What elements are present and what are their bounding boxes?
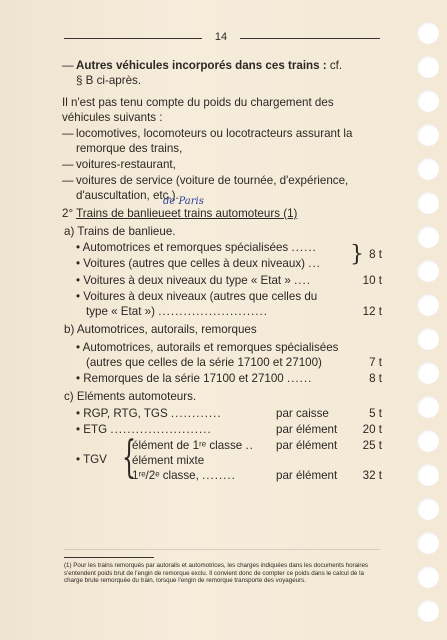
leader-dots: ........................ — [110, 423, 212, 436]
binder-hole — [417, 192, 439, 214]
intro-item-rest: cf. — [326, 59, 343, 72]
section-heading — [62, 206, 382, 222]
subsection-label: b) Automotrices, autorails, remorques — [64, 323, 257, 336]
weight-value: 32 t — [362, 469, 382, 482]
section-number: 2° — [62, 207, 77, 220]
list-dash: — — [62, 59, 74, 72]
spec-line: • Voitures à deux niveaux (autres que celles du — [76, 290, 318, 303]
list-item-continuation: remorque des trains, — [76, 142, 183, 155]
tgv-class-line — [132, 438, 254, 454]
binder-hole — [417, 328, 439, 350]
binder-hole — [417, 90, 439, 112]
binder-hole — [417, 566, 439, 588]
list-dash: — — [62, 174, 74, 187]
binder-hole — [417, 396, 439, 418]
unit-label: par élément — [276, 469, 338, 482]
paragraph-line: Il n'est pas tenu compte du poids du chargement des — [62, 96, 334, 109]
binder-holes — [417, 0, 441, 640]
brace-symbol: } — [350, 242, 364, 267]
spec-text: • ETG — [76, 423, 108, 436]
handwritten-annotation: de Paris — [163, 196, 204, 207]
spec-line — [76, 240, 317, 256]
intro-item-line2: § B ci-après. — [76, 74, 142, 87]
weight-value: 7 t — [369, 356, 382, 369]
subsection-label: a) Trains de banlieue. — [64, 225, 176, 238]
footnote-rule — [64, 557, 154, 558]
tgv-class-line — [132, 468, 236, 484]
leader-dots: .... — [294, 274, 311, 287]
brace-symbol: { — [122, 432, 136, 483]
weight-value: 20 t — [362, 423, 382, 436]
binder-hole — [417, 600, 439, 622]
binder-hole — [417, 498, 439, 520]
unit-label: par élément — [276, 439, 338, 452]
section-title-b: et trains automoteurs (1) — [171, 207, 298, 220]
spec-line — [76, 256, 321, 272]
intro-item-text — [76, 58, 342, 74]
leader-dots: ...... — [291, 241, 317, 254]
spec-line: (autres que celles de la série 17100 et 27100) — [86, 356, 322, 369]
list-item-continuation: d'auscultation, etc.). — [76, 189, 179, 202]
leader-dots: ... — [308, 257, 321, 270]
binder-hole — [417, 226, 439, 248]
spec-text: • Voitures (autres que celles à deux niveaux) — [76, 257, 305, 270]
spec-line — [76, 371, 312, 387]
leader-dots: .......................... — [158, 305, 268, 318]
spec-text: 1ʳᵉ/2ᵉ classe, — [132, 469, 199, 482]
spec-text: • Voitures à deux niveaux du type « Etat » — [76, 274, 291, 287]
spec-text: • RGP, RTG, TGS — [76, 407, 168, 420]
weight-value: 25 t — [362, 439, 382, 452]
page-number: 14 — [214, 31, 228, 43]
binder-hole — [417, 124, 439, 146]
binder-hole — [417, 430, 439, 452]
leader-dots: ...... — [286, 372, 313, 385]
binder-hole — [417, 464, 439, 486]
weight-value: 12 t — [362, 305, 382, 318]
binder-hole — [417, 260, 439, 282]
spec-text: élément de 1ʳᵉ classe — [132, 439, 243, 452]
page-header — [64, 31, 380, 45]
list-item-text: voitures de service (voiture de tournée, d'expérience, — [76, 174, 349, 187]
leader-dots: .. — [245, 439, 254, 452]
section-title-a: Trains de banlieue — [76, 207, 172, 220]
spec-text: type « Etat ») — [86, 305, 155, 318]
bold-heading: Autres véhicules incorporés dans ces trains : — [76, 59, 327, 72]
list-dash: — — [62, 127, 74, 140]
weight-value: 8 t — [369, 248, 382, 261]
paragraph-line: véhicules suivants : — [62, 111, 163, 124]
weight-value: 8 t — [369, 372, 382, 385]
subsection-label: c) Eléments automoteurs. — [64, 390, 197, 403]
spec-text: • Remorques de la série 17100 et 27100 — [76, 372, 284, 385]
spec-line — [76, 406, 222, 422]
footnote: (1) Pour les trains remorqués par autorails et automotrices, les charges indiquées dans les documents horaires s'entendent poids brut de l'engin de remorque exclu. Il convient donc de compter ce poids dans le calcul de la charge brute remorquée du train, lorsque l'engin de remorque transporte des voyageurs. — [64, 562, 369, 585]
binder-hole — [417, 362, 439, 384]
spec-line — [76, 422, 212, 438]
binder-hole — [417, 22, 439, 44]
leader-dots: ........ — [202, 469, 236, 482]
unit-label: par caisse — [276, 407, 329, 420]
header-rule-left — [64, 38, 202, 39]
weight-value: 5 t — [369, 407, 382, 420]
list-item-text: voitures-restaurant, — [76, 158, 176, 171]
unit-label: par élément — [276, 423, 338, 436]
binder-hole — [417, 294, 439, 316]
spec-text: • Automotrices et remorques spécialisées — [76, 241, 289, 254]
binder-hole — [417, 158, 439, 180]
spec-line — [86, 304, 268, 320]
faint-divider — [64, 549, 380, 550]
binder-hole — [417, 532, 439, 554]
binder-hole — [417, 56, 439, 78]
list-item-text: locomotives, locomoteurs ou locotracteurs assurant la — [76, 127, 353, 140]
spec-line — [76, 273, 311, 289]
spec-line: • Automotrices, autorails et remorques spécialisées — [76, 341, 339, 354]
list-dash: — — [62, 158, 74, 171]
tgv-class-line: élément mixte — [132, 454, 205, 467]
header-rule-right — [240, 38, 380, 39]
leader-dots: ............ — [170, 407, 222, 420]
spec-line: • TGV — [76, 453, 107, 466]
weight-value: 10 t — [362, 274, 382, 287]
